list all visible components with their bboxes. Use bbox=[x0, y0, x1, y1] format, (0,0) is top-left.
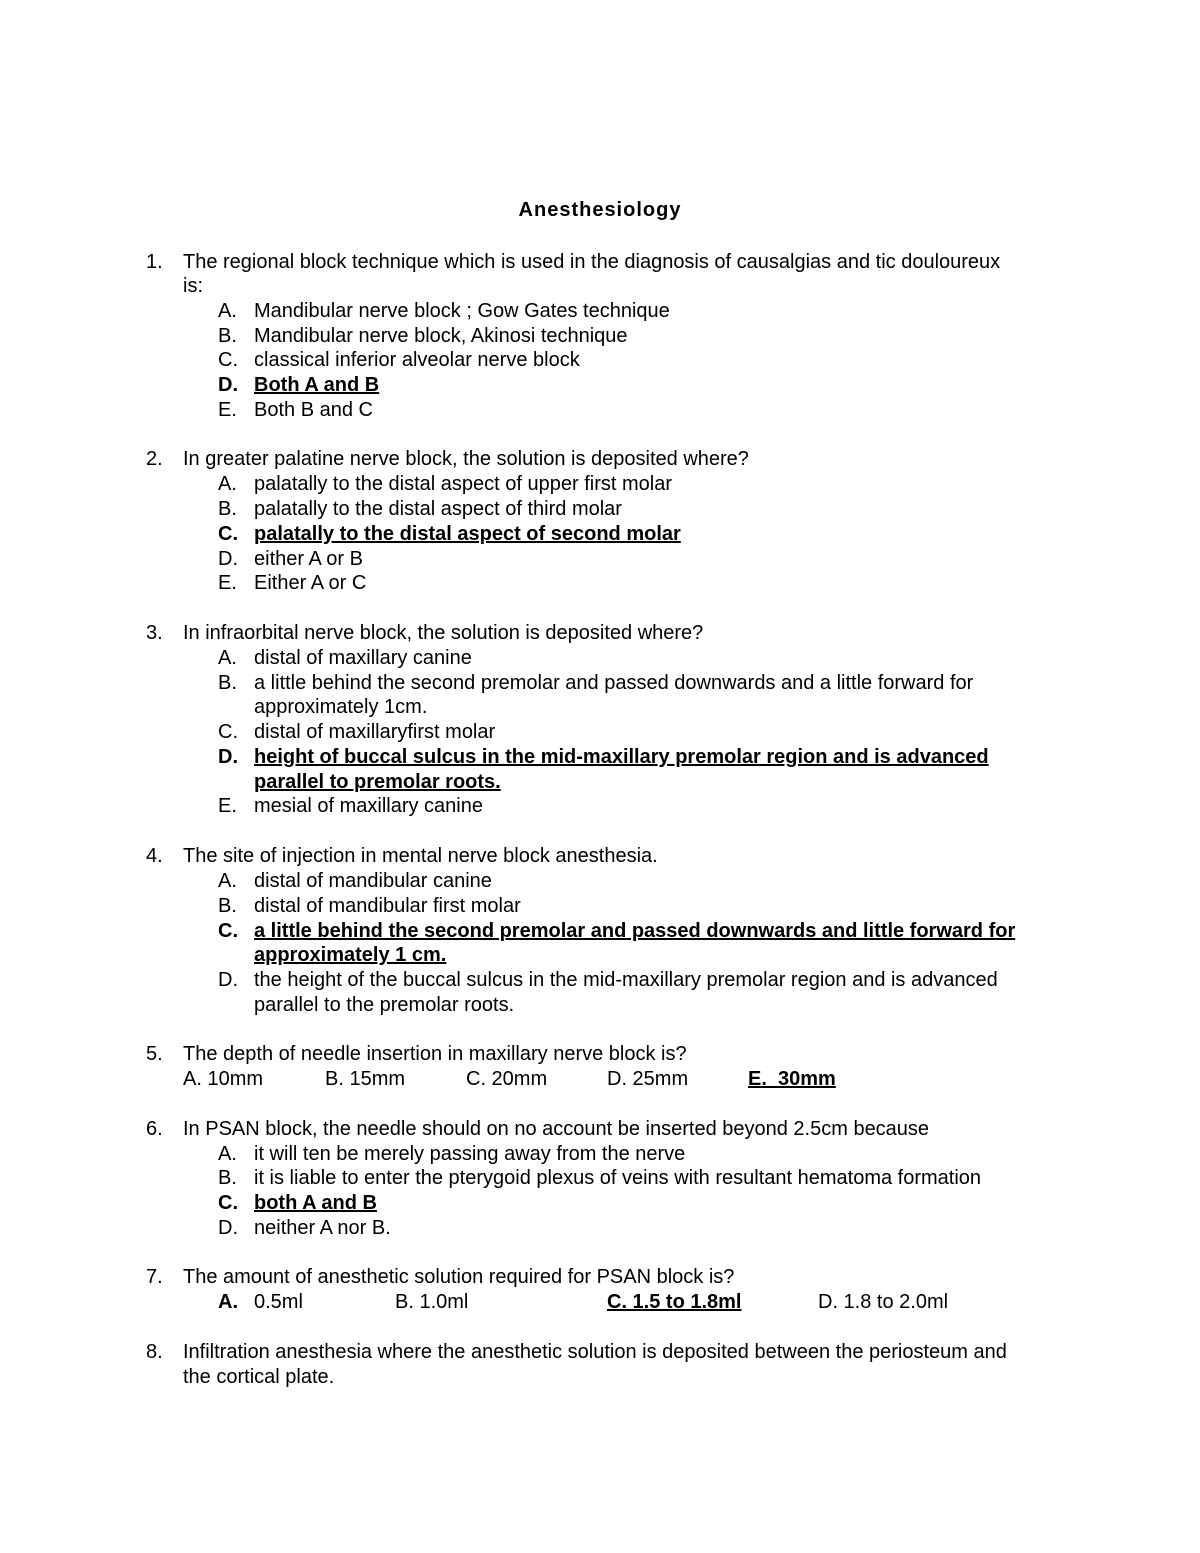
question-number: 1. bbox=[146, 251, 163, 273]
question-number: 8. bbox=[146, 1341, 163, 1363]
question-number: 3. bbox=[146, 622, 163, 644]
page-title: Anesthesiology bbox=[518, 199, 682, 221]
question-number: 7. bbox=[146, 1266, 163, 1288]
question-text: The depth of needle insertion in maxillary nerve block is? bbox=[183, 1043, 687, 1065]
inline-option-correct: C. 1.5 to 1.8ml bbox=[607, 1291, 742, 1313]
inline-option: B. 15mm bbox=[325, 1068, 406, 1090]
inline-option: C. 20mm bbox=[466, 1068, 548, 1090]
inline-option: A. 10mm bbox=[183, 1068, 264, 1090]
document-page: Anesthesiology 1. The regional block technique which is used in the diagnosis of causalgias and tic douloureux is: A. Mandibular nerve block ; Gow Gates technique B. Mandibular nerve block, Akinosi technique C. classical inferior alveolar nerve block D. Both A and B E. Both B and C 2. In greater palatine nerve block, the solution is deposited where? A. palatally to the distal aspect of upper first molar B. palatally to the distal aspect of third molar C. palatally to the distal aspect of second molar D. either A or B E. Either A or C 3. In infraorbital nerve block, the solution is deposited where? A. distal of maxillary canine B. a little behind the second premolar and passed downwards and a little forward for approximately 1cm. C. distal of maxillaryfirst molar D. height of buccal sulcus in the mid-maxillary premolar region and is advanced parallel to premolar roots. E. mesial of maxillary canine 4. The site of injection in mental nerve block anesthesia. A. distal of mandibular canine B. distal of mandibular first molar C. a little behind the second premolar and passed downwards and little forward for approximately 1 cm. D. the height of the buccal sulcus in the mid-maxillary premolar region and is advanced parallel to the premolar roots. 5. The depth of needle insertion in maxillary nerve block is? A. 10mm B. 15mm C. 20mm D. 25mm E. 30mm 6. In PSAN block, the needle should on no account be inserted beyond 2.5cm because A. it will ten be merely passing away from the nerve B. it is liable to enter the pterygoid plexus of veins with resultant hematoma formation C. both A and B D. neither A nor B. 7. The amount of anesthetic solution required for PSAN block is? A. 0.5ml B. 1.0ml C. 1.5 to 1.8ml D. 1.8 to 2.0ml 8. Infiltration anesthesia where the anesthetic solution is deposited between the periosteum and the cortical plate. bbox=[0, 0, 1200, 1553]
inline-option: D. 25mm bbox=[607, 1068, 689, 1090]
question-text: The regional block technique which is used in the diagnosis of causalgias and tic douloureux bbox=[183, 251, 1001, 273]
question-text: In infraorbital nerve block, the solution is deposited where? bbox=[183, 622, 704, 644]
question-number: 5. bbox=[146, 1043, 163, 1065]
inline-option: B. 1.0ml bbox=[395, 1291, 469, 1313]
inline-option: 0.5ml bbox=[254, 1291, 303, 1313]
inline-option: D. 1.8 to 2.0ml bbox=[818, 1291, 949, 1313]
question-text: In PSAN block, the needle should on no account be inserted beyond 2.5cm because bbox=[183, 1118, 930, 1140]
question-text: Infiltration anesthesia where the anesthetic solution is deposited between the periosteum and bbox=[183, 1341, 1007, 1363]
question-text-cont: the cortical plate. bbox=[183, 1366, 335, 1388]
question-number: 2. bbox=[146, 448, 163, 470]
question-number: 6. bbox=[146, 1118, 163, 1140]
question-number: 4. bbox=[146, 845, 163, 867]
question-text: The amount of anesthetic solution required for PSAN block is? bbox=[183, 1266, 735, 1288]
question-text: The site of injection in mental nerve block anesthesia. bbox=[183, 845, 658, 867]
inline-option-correct: E. 30mm bbox=[748, 1068, 836, 1090]
question-text-cont: is: bbox=[183, 275, 203, 297]
inline-option-letter: A. bbox=[218, 1291, 238, 1313]
question-text: In greater palatine nerve block, the solution is deposited where? bbox=[183, 448, 749, 470]
